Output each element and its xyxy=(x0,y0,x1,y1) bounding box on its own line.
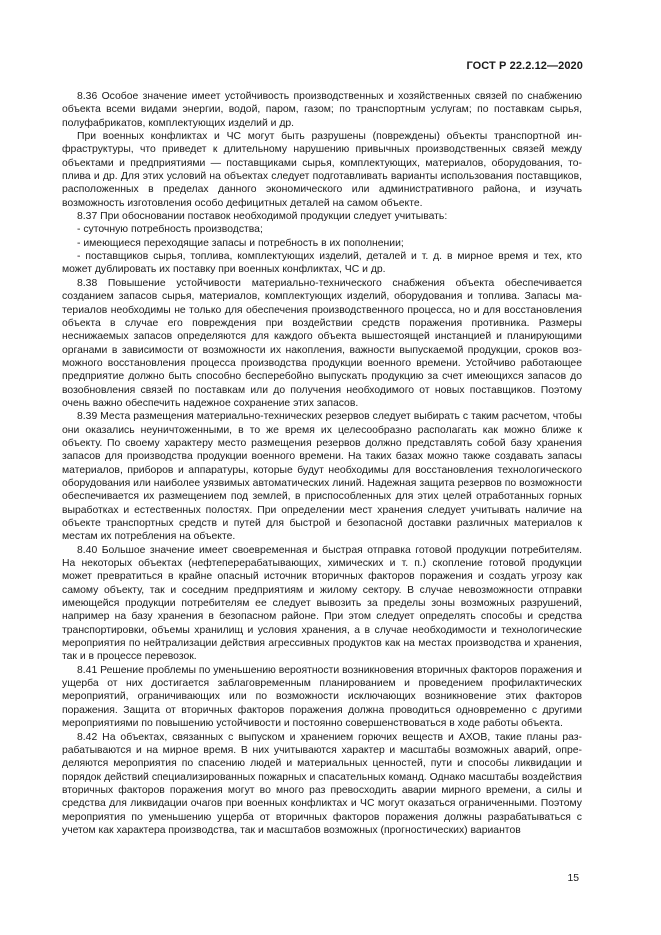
paragraph-8-42: 8.42 На объектах, связанных с выпуском и хранением горючих веществ и АХОВ, такие планы разрабатываются и на мирное время. В них учитываются характер и масштабы возможных аварий, определяются мероприятия по спасению людей и материальных ценностей, пути и способы ликвидации и порядок действий специализированных пожарных и спасательных команд. Однако масштабы воздействия вторичных факторов поражения могут во много раз превосходить аварии мирного времени, а силы и средства для ликвидации очагов при военных конфликтах и ЧС могут оказаться ограниченными. Поэтому мероприятия по уменьшению ущерба от вторичных факторов поражения должны разрабатываться с учетом как характера производства, так и масштабов возможных (прогностических) вариантов xyxy=(62,731,582,836)
paragraph-8-36: 8.36 Особое значение имеет устойчивость производственных и хозяйственных связей по снабжению объекта всеми видами энергии, водой, паром, газом; по транспортным услугам; по поставкам сырья, полуфабрикатов, комплектующих изделий и др. xyxy=(62,91,582,129)
list-item: - имеющиеся переходящие запасы и потребность в их пополнении; xyxy=(77,237,404,249)
document-code-header: ГОСТ Р 22.2.12—2020 xyxy=(466,60,583,72)
paragraph-8-36-continued: При военных конфликтах и ЧС могут быть разрушены (повреждены) объекты транспортной инфраструктуры, что приведет к длительному нарушению привычных производственных связей между объектами и предприятиями — поставщиками сырья, комплектующих, материалов, оборудования, топлива и др. Для этих условий на объектах следует подготавливать варианты использования поставщиков, расположенных в пределах данного экономического или административного района, и изучать возможность изготовления особо дефицитных деталей на самом объекте. xyxy=(62,131,582,209)
list-item: - поставщиков сырья, топлива, комплектующих изделий, деталей и т. д. в мирное время и тех, кто может дублировать их поставку при военных конфликтах, ЧС и др. xyxy=(62,251,582,276)
paragraph-8-39: 8.39 Места размещения материально-технических резервов следует выбирать с таким расчетом, чтобы они оказались неуничтоженными, в то же время их целесообразно располагать как можно ближе к объекту. По своему характеру место размещения резервов должно представлять собой базу хранения запасов для производства продукции военного времени. На таких базах можно также создавать запасы материалов, приборов и аппаратуры, которые будут необходимы для восстановления технологического оборудования или наиболее уязвимых автоматических линий. Надежная защита резервов по возможности обеспечивается их размещением под землей, в приспособленных для этих целей отработанных горных выработках и естественных полостях. При определении мест хранения следует учитывать наличие на объекте транспортных средств и путей для быстрой и безопасной доставки различных материалов к местам их потребления на объекте. xyxy=(62,411,582,543)
paragraph-8-37: 8.37 При обосновании поставок необходимой продукции следует учитывать: xyxy=(77,211,448,223)
document-body xyxy=(62,90,582,837)
page-number: 15 xyxy=(567,873,579,884)
paragraph-8-41: 8.41 Решение проблемы по уменьшению вероятности возникновения вторичных факторов поражения и ущерба от них достигается заблаговременным планированием и проведением профилактических мероприятий, ограничивающих или по возможности исключающих возникновение этих факторов поражения. Защита от вторичных факторов поражения должна проводиться одновременно с другими мероприятиями по повышению устойчивости и постоянно совершенствоваться в ходе работы объекта. xyxy=(62,664,582,730)
paragraph-8-38: 8.38 Повышение устойчивости материально-технического снабжения объекта обеспечивается созданием запасов сырья, материалов, комплектующих изделий, оборудования и топлива. Запасы материалов необходимы не только для обеспечения производственного процесса, но и для восстановления объекта в случае его повреждения при воздействии средств поражения противника. Размеры неснижаемых запасов определяются для каждого объекта вышестоящей инстанцией и планирующими органами в зависимости от возможности их накопления, важности выпускаемой продукции, сроков возможного восстановления процесса производства продукции военного времени. Устойчиво работающее предприятие должно быть способно бесперебойно выпускать продукцию за счет имеющихся запасов до возобновления связей по поставкам или до получения необходимого от новых поставщиков. Поэтому очень важно обеспечить надежное сохранение этих запасов. xyxy=(62,277,582,409)
paragraph-8-40: 8.40 Большое значение имеет своевременная и быстрая отправка готовой продукции потребителям. На некоторых объектах (нефтеперерабатывающих, химических и т. п.) скопление готовой продукции может превратиться в крайне опасный источник вторичных факторов поражения и создать угрозу как самому объекту, так и соседним предприятиям и жилому сектору. В случае невозможности отправки имеющейся продукции потребителям ее следует вывозить за пределы зоны возможных разрушений, например на базу хранения в безопасном районе. При этом следует определять способы и средства транспортировки, объемы хранилищ и условия хранения, а в случае необходимости и технологические мероприятия по нейтрализации действия агрессивных продуктов как на местах производства и хранения, так и в процессе перевозок. xyxy=(62,544,582,663)
list-item: - суточную потребность производства; xyxy=(77,224,263,236)
